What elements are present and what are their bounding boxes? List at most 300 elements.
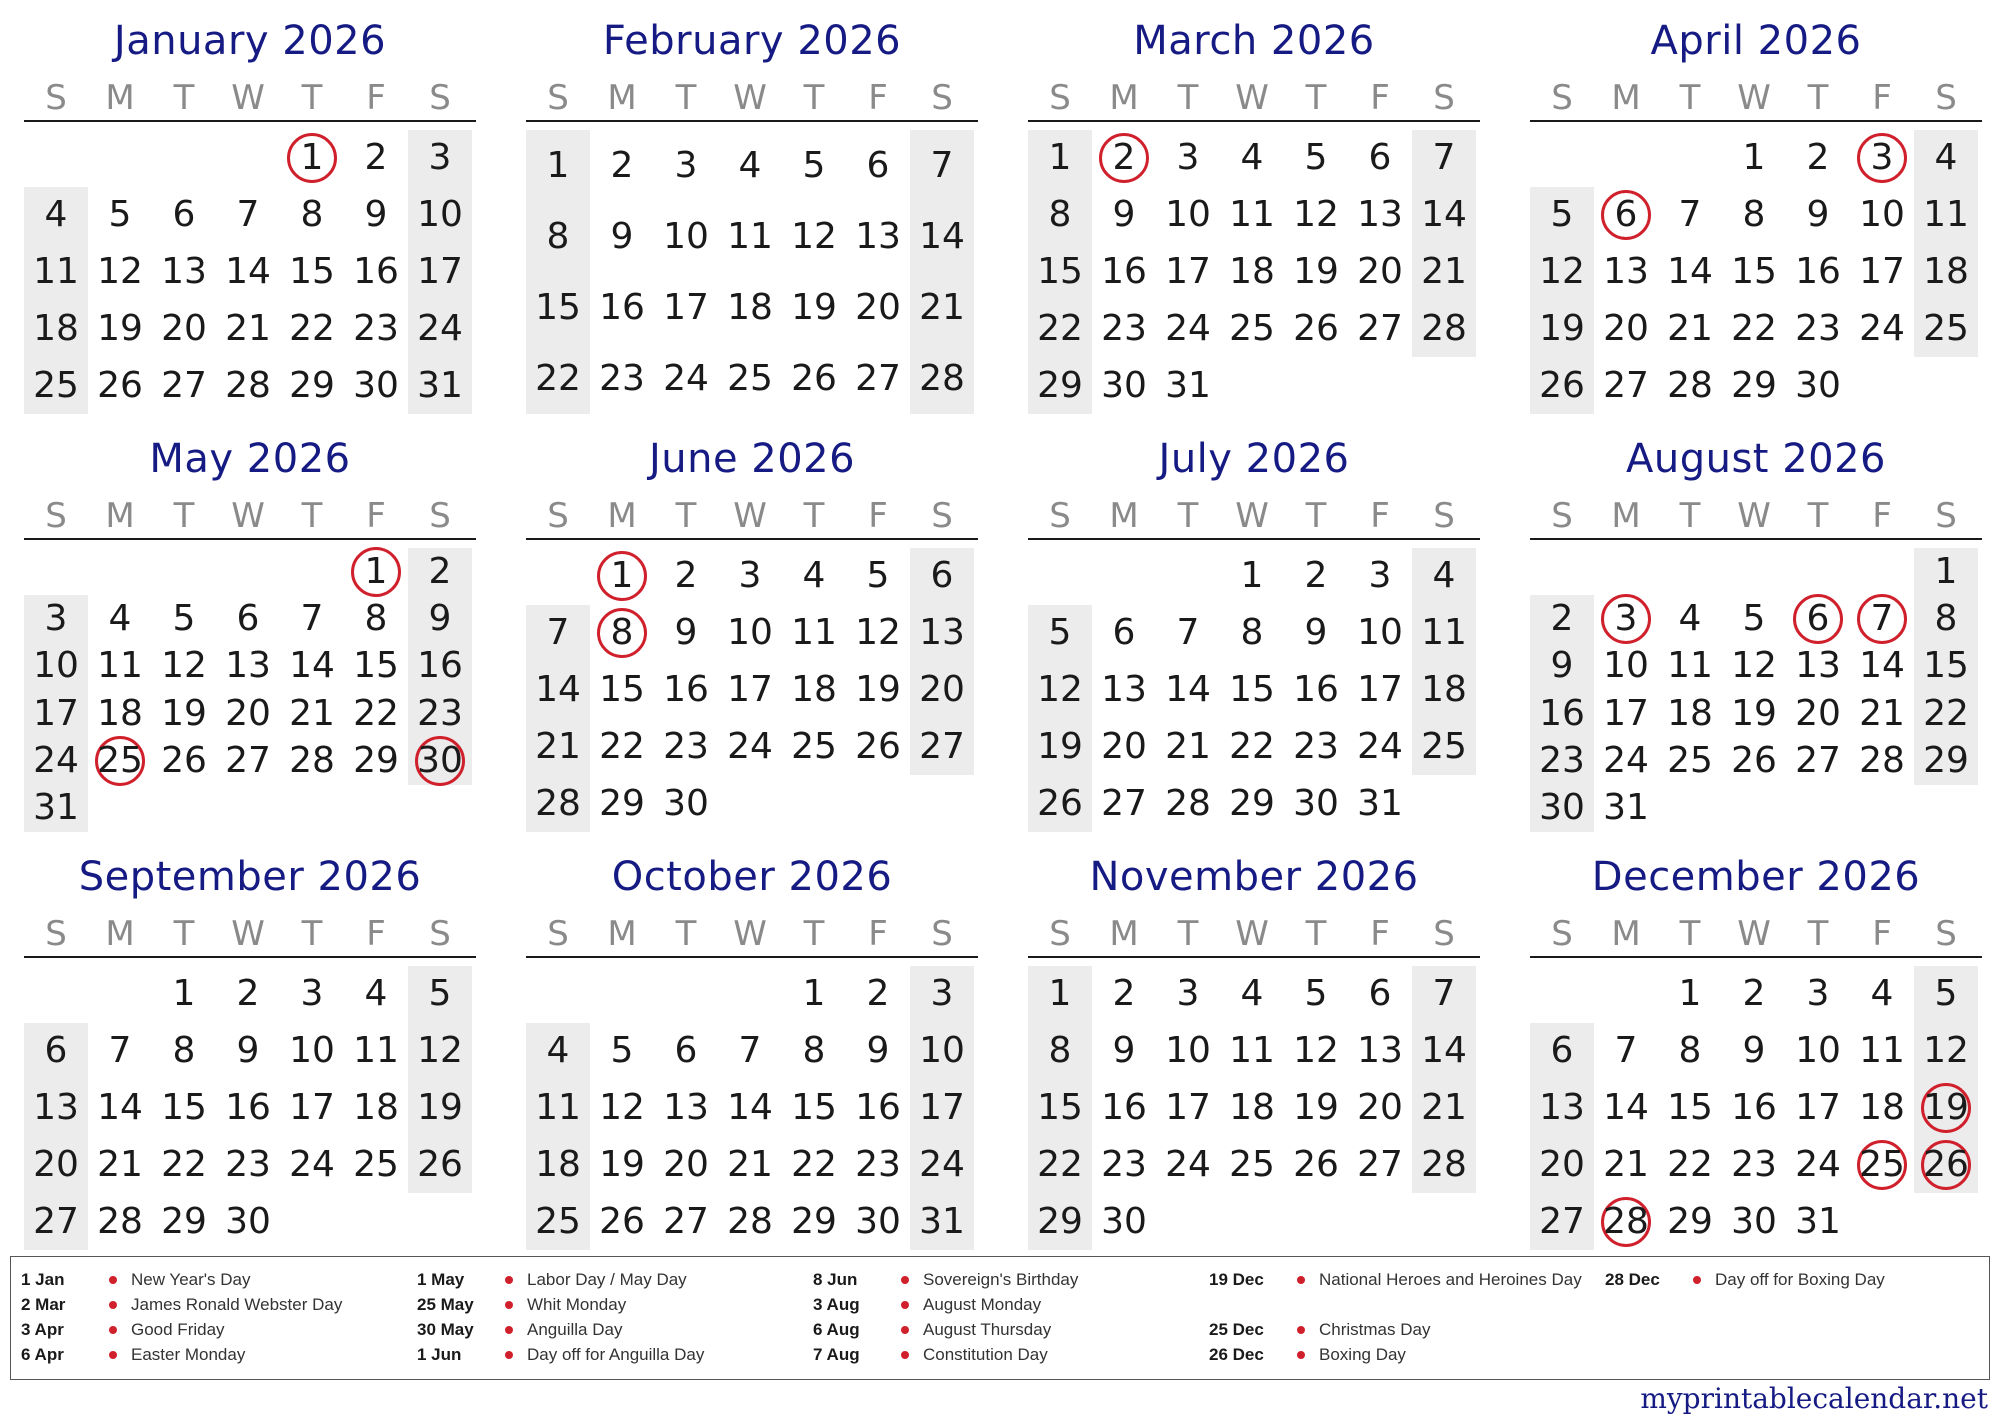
day-cell[interactable] (1850, 692, 1914, 736)
day-cell[interactable] (344, 692, 408, 736)
day-cell[interactable] (24, 193, 88, 237)
day-cell[interactable] (152, 364, 216, 408)
day-cell[interactable] (1284, 193, 1348, 237)
day-cell[interactable] (526, 215, 590, 259)
day-cell[interactable] (718, 357, 782, 401)
day-cell[interactable] (1220, 250, 1284, 294)
day-cell[interactable] (1028, 972, 1092, 1016)
day-cell[interactable] (88, 739, 152, 783)
day-cell[interactable] (280, 136, 344, 180)
day-cell[interactable] (280, 1029, 344, 1073)
day-cell[interactable] (1786, 972, 1850, 1016)
day-cell[interactable] (590, 215, 654, 259)
day-cell[interactable] (718, 1086, 782, 1130)
day-cell[interactable] (1850, 136, 1914, 180)
day-cell[interactable] (782, 611, 846, 655)
day-cell[interactable] (654, 1200, 718, 1244)
day-cell[interactable] (1594, 193, 1658, 237)
day-cell[interactable] (1156, 1143, 1220, 1187)
day-cell[interactable] (1914, 1143, 1978, 1187)
day-cell[interactable] (782, 725, 846, 769)
day-cell[interactable] (1348, 611, 1412, 655)
day-cell[interactable] (1722, 1143, 1786, 1187)
day-cell[interactable] (1530, 193, 1594, 237)
day-cell[interactable] (216, 739, 280, 783)
day-cell[interactable] (1914, 193, 1978, 237)
day-cell[interactable] (590, 357, 654, 401)
day-cell[interactable] (910, 1086, 974, 1130)
day-cell[interactable] (1284, 307, 1348, 351)
day-cell[interactable] (1348, 668, 1412, 712)
day-cell[interactable] (1658, 1086, 1722, 1130)
day-cell[interactable] (910, 357, 974, 401)
day-cell[interactable] (1530, 307, 1594, 351)
day-cell[interactable] (1092, 725, 1156, 769)
day-cell[interactable] (654, 144, 718, 188)
day-cell[interactable] (782, 144, 846, 188)
day-cell[interactable] (1914, 972, 1978, 1016)
day-cell[interactable] (216, 692, 280, 736)
day-cell[interactable] (88, 1143, 152, 1187)
day-cell[interactable] (1284, 972, 1348, 1016)
day-cell[interactable] (1530, 1086, 1594, 1130)
day-cell[interactable] (910, 1200, 974, 1244)
day-cell[interactable] (1092, 611, 1156, 655)
day-cell[interactable] (344, 193, 408, 237)
day-cell[interactable] (1914, 550, 1978, 594)
day-cell[interactable] (344, 1029, 408, 1073)
day-cell[interactable] (344, 1143, 408, 1187)
day-cell[interactable] (1658, 692, 1722, 736)
day-cell[interactable] (1156, 782, 1220, 826)
day-cell[interactable] (910, 215, 974, 259)
day-cell[interactable] (1850, 644, 1914, 688)
day-cell[interactable] (1530, 739, 1594, 783)
day-cell[interactable] (846, 611, 910, 655)
day-cell[interactable] (782, 1029, 846, 1073)
day-cell[interactable] (88, 1086, 152, 1130)
day-cell[interactable] (216, 364, 280, 408)
day-cell[interactable] (654, 554, 718, 598)
day-cell[interactable] (526, 1086, 590, 1130)
day-cell[interactable] (910, 972, 974, 1016)
day-cell[interactable] (1156, 725, 1220, 769)
day-cell[interactable] (344, 597, 408, 641)
day-cell[interactable] (1722, 250, 1786, 294)
day-cell[interactable] (590, 286, 654, 330)
day-cell[interactable] (152, 307, 216, 351)
day-cell[interactable] (344, 550, 408, 594)
day-cell[interactable] (1914, 597, 1978, 641)
day-cell[interactable] (1348, 554, 1412, 598)
day-cell[interactable] (526, 286, 590, 330)
day-cell[interactable] (846, 1200, 910, 1244)
day-cell[interactable] (1028, 193, 1092, 237)
day-cell[interactable] (1658, 644, 1722, 688)
day-cell[interactable] (654, 725, 718, 769)
day-cell[interactable] (846, 725, 910, 769)
day-cell[interactable] (1786, 193, 1850, 237)
day-cell[interactable] (1028, 782, 1092, 826)
day-cell[interactable] (1284, 611, 1348, 655)
day-cell[interactable] (216, 1143, 280, 1187)
day-cell[interactable] (152, 1086, 216, 1130)
day-cell[interactable] (910, 668, 974, 712)
day-cell[interactable] (152, 644, 216, 688)
day-cell[interactable] (1850, 972, 1914, 1016)
day-cell[interactable] (1914, 136, 1978, 180)
day-cell[interactable] (654, 1143, 718, 1187)
day-cell[interactable] (1658, 307, 1722, 351)
day-cell[interactable] (24, 644, 88, 688)
day-cell[interactable] (590, 668, 654, 712)
day-cell[interactable] (1412, 725, 1476, 769)
day-cell[interactable] (1412, 250, 1476, 294)
day-cell[interactable] (1786, 1200, 1850, 1244)
day-cell[interactable] (1284, 554, 1348, 598)
day-cell[interactable] (526, 1143, 590, 1187)
day-cell[interactable] (718, 611, 782, 655)
day-cell[interactable] (1092, 1200, 1156, 1244)
day-cell[interactable] (1786, 1086, 1850, 1130)
day-cell[interactable] (718, 1200, 782, 1244)
day-cell[interactable] (1284, 782, 1348, 826)
day-cell[interactable] (526, 725, 590, 769)
day-cell[interactable] (24, 1143, 88, 1187)
day-cell[interactable] (1722, 193, 1786, 237)
day-cell[interactable] (344, 1086, 408, 1130)
day-cell[interactable] (1786, 1029, 1850, 1073)
day-cell[interactable] (1658, 1029, 1722, 1073)
day-cell[interactable] (1220, 193, 1284, 237)
day-cell[interactable] (1850, 307, 1914, 351)
day-cell[interactable] (1412, 554, 1476, 598)
day-cell[interactable] (344, 307, 408, 351)
day-cell[interactable] (718, 215, 782, 259)
day-cell[interactable] (24, 739, 88, 783)
day-cell[interactable] (1156, 307, 1220, 351)
day-cell[interactable] (590, 1029, 654, 1073)
day-cell[interactable] (1412, 1029, 1476, 1073)
day-cell[interactable] (1914, 692, 1978, 736)
day-cell[interactable] (1722, 597, 1786, 641)
day-cell[interactable] (1594, 1086, 1658, 1130)
day-cell[interactable] (590, 1143, 654, 1187)
day-cell[interactable] (1092, 668, 1156, 712)
day-cell[interactable] (152, 739, 216, 783)
day-cell[interactable] (1914, 250, 1978, 294)
day-cell[interactable] (152, 1029, 216, 1073)
day-cell[interactable] (1348, 972, 1412, 1016)
day-cell[interactable] (1412, 668, 1476, 712)
day-cell[interactable] (408, 739, 472, 783)
day-cell[interactable] (782, 554, 846, 598)
day-cell[interactable] (1220, 972, 1284, 1016)
day-cell[interactable] (1530, 1200, 1594, 1244)
day-cell[interactable] (216, 1200, 280, 1244)
day-cell[interactable] (1412, 193, 1476, 237)
day-cell[interactable] (1028, 307, 1092, 351)
day-cell[interactable] (1156, 136, 1220, 180)
day-cell[interactable] (590, 1200, 654, 1244)
day-cell[interactable] (782, 286, 846, 330)
day-cell[interactable] (654, 668, 718, 712)
day-cell[interactable] (846, 554, 910, 598)
day-cell[interactable] (1530, 786, 1594, 830)
day-cell[interactable] (1092, 364, 1156, 408)
day-cell[interactable] (280, 972, 344, 1016)
day-cell[interactable] (718, 668, 782, 712)
day-cell[interactable] (718, 1029, 782, 1073)
day-cell[interactable] (1914, 1029, 1978, 1073)
day-cell[interactable] (782, 972, 846, 1016)
day-cell[interactable] (1092, 782, 1156, 826)
day-cell[interactable] (590, 554, 654, 598)
day-cell[interactable] (24, 1086, 88, 1130)
day-cell[interactable] (1348, 250, 1412, 294)
day-cell[interactable] (1412, 307, 1476, 351)
day-cell[interactable] (1786, 307, 1850, 351)
day-cell[interactable] (24, 250, 88, 294)
day-cell[interactable] (1722, 307, 1786, 351)
day-cell[interactable] (1348, 1029, 1412, 1073)
day-cell[interactable] (24, 786, 88, 830)
day-cell[interactable] (88, 250, 152, 294)
day-cell[interactable] (1220, 1029, 1284, 1073)
day-cell[interactable] (216, 307, 280, 351)
day-cell[interactable] (1092, 1143, 1156, 1187)
day-cell[interactable] (654, 611, 718, 655)
day-cell[interactable] (280, 597, 344, 641)
day-cell[interactable] (88, 692, 152, 736)
day-cell[interactable] (1028, 250, 1092, 294)
day-cell[interactable] (1156, 250, 1220, 294)
day-cell[interactable] (718, 286, 782, 330)
day-cell[interactable] (846, 357, 910, 401)
day-cell[interactable] (1850, 739, 1914, 783)
day-cell[interactable] (590, 144, 654, 188)
day-cell[interactable] (910, 1143, 974, 1187)
day-cell[interactable] (1530, 250, 1594, 294)
day-cell[interactable] (88, 193, 152, 237)
day-cell[interactable] (1914, 307, 1978, 351)
day-cell[interactable] (910, 554, 974, 598)
day-cell[interactable] (24, 307, 88, 351)
day-cell[interactable] (1220, 136, 1284, 180)
day-cell[interactable] (1594, 250, 1658, 294)
day-cell[interactable] (1092, 1086, 1156, 1130)
day-cell[interactable] (1348, 1086, 1412, 1130)
day-cell[interactable] (1220, 611, 1284, 655)
day-cell[interactable] (1156, 611, 1220, 655)
day-cell[interactable] (408, 250, 472, 294)
day-cell[interactable] (1028, 725, 1092, 769)
day-cell[interactable] (1220, 1086, 1284, 1130)
day-cell[interactable] (846, 972, 910, 1016)
day-cell[interactable] (280, 364, 344, 408)
day-cell[interactable] (152, 972, 216, 1016)
day-cell[interactable] (910, 725, 974, 769)
day-cell[interactable] (1092, 1029, 1156, 1073)
day-cell[interactable] (1594, 597, 1658, 641)
day-cell[interactable] (408, 193, 472, 237)
day-cell[interactable] (1220, 1143, 1284, 1187)
day-cell[interactable] (1412, 1143, 1476, 1187)
day-cell[interactable] (1594, 739, 1658, 783)
day-cell[interactable] (1722, 972, 1786, 1016)
day-cell[interactable] (1658, 972, 1722, 1016)
day-cell[interactable] (408, 364, 472, 408)
day-cell[interactable] (344, 250, 408, 294)
day-cell[interactable] (1412, 972, 1476, 1016)
day-cell[interactable] (280, 1086, 344, 1130)
day-cell[interactable] (408, 550, 472, 594)
day-cell[interactable] (216, 193, 280, 237)
day-cell[interactable] (654, 782, 718, 826)
day-cell[interactable] (1156, 1029, 1220, 1073)
day-cell[interactable] (1914, 739, 1978, 783)
day-cell[interactable] (846, 1029, 910, 1073)
day-cell[interactable] (846, 144, 910, 188)
day-cell[interactable] (24, 597, 88, 641)
day-cell[interactable] (88, 644, 152, 688)
day-cell[interactable] (1722, 1029, 1786, 1073)
day-cell[interactable] (846, 286, 910, 330)
day-cell[interactable] (526, 357, 590, 401)
day-cell[interactable] (1220, 725, 1284, 769)
day-cell[interactable] (280, 1143, 344, 1187)
day-cell[interactable] (1658, 193, 1722, 237)
day-cell[interactable] (408, 1029, 472, 1073)
day-cell[interactable] (88, 597, 152, 641)
day-cell[interactable] (910, 286, 974, 330)
day-cell[interactable] (1348, 1143, 1412, 1187)
day-cell[interactable] (910, 1029, 974, 1073)
day-cell[interactable] (526, 1200, 590, 1244)
day-cell[interactable] (1786, 250, 1850, 294)
day-cell[interactable] (1530, 1143, 1594, 1187)
day-cell[interactable] (782, 1200, 846, 1244)
day-cell[interactable] (344, 364, 408, 408)
day-cell[interactable] (1786, 136, 1850, 180)
day-cell[interactable] (1850, 1086, 1914, 1130)
day-cell[interactable] (152, 193, 216, 237)
day-cell[interactable] (216, 597, 280, 641)
day-cell[interactable] (1786, 739, 1850, 783)
day-cell[interactable] (846, 1086, 910, 1130)
day-cell[interactable] (1284, 668, 1348, 712)
day-cell[interactable] (1658, 250, 1722, 294)
day-cell[interactable] (1092, 193, 1156, 237)
day-cell[interactable] (152, 1200, 216, 1244)
day-cell[interactable] (1786, 692, 1850, 736)
day-cell[interactable] (280, 692, 344, 736)
day-cell[interactable] (654, 215, 718, 259)
day-cell[interactable] (1156, 668, 1220, 712)
day-cell[interactable] (1594, 644, 1658, 688)
day-cell[interactable] (654, 1029, 718, 1073)
day-cell[interactable] (1028, 1086, 1092, 1130)
day-cell[interactable] (1658, 1143, 1722, 1187)
day-cell[interactable] (280, 307, 344, 351)
day-cell[interactable] (280, 644, 344, 688)
day-cell[interactable] (1530, 597, 1594, 641)
day-cell[interactable] (1786, 644, 1850, 688)
day-cell[interactable] (216, 1029, 280, 1073)
day-cell[interactable] (408, 644, 472, 688)
day-cell[interactable] (526, 144, 590, 188)
day-cell[interactable] (1658, 1200, 1722, 1244)
day-cell[interactable] (24, 1029, 88, 1073)
day-cell[interactable] (1722, 1200, 1786, 1244)
day-cell[interactable] (408, 136, 472, 180)
day-cell[interactable] (654, 286, 718, 330)
day-cell[interactable] (1220, 782, 1284, 826)
day-cell[interactable] (1284, 250, 1348, 294)
day-cell[interactable] (408, 692, 472, 736)
day-cell[interactable] (1850, 597, 1914, 641)
day-cell[interactable] (1220, 554, 1284, 598)
day-cell[interactable] (782, 668, 846, 712)
day-cell[interactable] (1850, 1029, 1914, 1073)
day-cell[interactable] (654, 1086, 718, 1130)
day-cell[interactable] (216, 250, 280, 294)
day-cell[interactable] (1092, 250, 1156, 294)
day-cell[interactable] (1284, 1086, 1348, 1130)
day-cell[interactable] (216, 1086, 280, 1130)
day-cell[interactable] (1028, 611, 1092, 655)
day-cell[interactable] (526, 611, 590, 655)
day-cell[interactable] (1786, 364, 1850, 408)
day-cell[interactable] (1722, 1086, 1786, 1130)
day-cell[interactable] (152, 250, 216, 294)
day-cell[interactable] (910, 611, 974, 655)
day-cell[interactable] (1220, 307, 1284, 351)
day-cell[interactable] (1594, 1200, 1658, 1244)
day-cell[interactable] (526, 1029, 590, 1073)
day-cell[interactable] (590, 1086, 654, 1130)
site-name[interactable]: myprintablecalendar.net (1640, 1382, 1988, 1415)
day-cell[interactable] (1786, 1143, 1850, 1187)
day-cell[interactable] (1722, 644, 1786, 688)
day-cell[interactable] (718, 144, 782, 188)
day-cell[interactable] (782, 215, 846, 259)
day-cell[interactable] (1594, 692, 1658, 736)
day-cell[interactable] (1284, 725, 1348, 769)
day-cell[interactable] (1722, 739, 1786, 783)
day-cell[interactable] (1594, 1029, 1658, 1073)
day-cell[interactable] (1284, 1143, 1348, 1187)
day-cell[interactable] (1220, 668, 1284, 712)
day-cell[interactable] (1658, 597, 1722, 641)
day-cell[interactable] (718, 1143, 782, 1187)
day-cell[interactable] (1348, 136, 1412, 180)
day-cell[interactable] (408, 972, 472, 1016)
day-cell[interactable] (1028, 1029, 1092, 1073)
day-cell[interactable] (1412, 611, 1476, 655)
day-cell[interactable] (152, 692, 216, 736)
day-cell[interactable] (1156, 193, 1220, 237)
day-cell[interactable] (846, 1143, 910, 1187)
day-cell[interactable] (88, 1200, 152, 1244)
day-cell[interactable] (1850, 1143, 1914, 1187)
day-cell[interactable] (344, 972, 408, 1016)
day-cell[interactable] (24, 692, 88, 736)
day-cell[interactable] (1914, 644, 1978, 688)
day-cell[interactable] (24, 1200, 88, 1244)
day-cell[interactable] (1028, 1200, 1092, 1244)
day-cell[interactable] (1722, 364, 1786, 408)
